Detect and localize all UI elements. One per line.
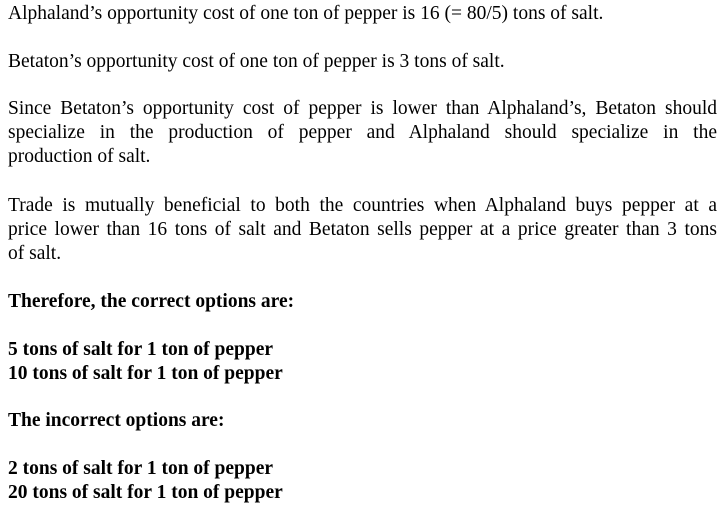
paragraph-line: of salt.: [8, 243, 62, 264]
correct-options-list: [8, 338, 283, 386]
paragraph-trade-benefit: [8, 194, 717, 266]
incorrect-options-list: [8, 457, 283, 505]
paragraph-specialization: [8, 97, 717, 169]
paragraph-betaton-cost: Betaton’s opportunity cost of one ton of pepper is 3 tons of salt.: [8, 51, 505, 72]
incorrect-option-item: 2 tons of salt for 1 ton of pepper: [8, 458, 274, 479]
incorrect-options-heading: The incorrect options are:: [8, 410, 225, 431]
paragraph-line: price lower than 16 tons of salt and Betaton sells pepper at a price greater than 3 tons: [8, 219, 717, 240]
paragraph-line: specialize in the production of pepper and Alphaland should specialize in the: [8, 122, 717, 143]
correct-option-item: 5 tons of salt for 1 ton of pepper: [8, 339, 274, 360]
paragraph-line: Trade is mutually beneficial to both the countries when Alphaland buys pepper at a: [8, 195, 717, 216]
paragraph-line: Since Betaton’s opportunity cost of pepper is lower than Alphaland’s, Betaton should: [8, 98, 717, 119]
paragraph-alphaland-cost: Alphaland’s opportunity cost of one ton of pepper is 16 (= 80/5) tons of salt.: [8, 3, 604, 24]
paragraph-line: production of salt.: [8, 146, 151, 167]
incorrect-option-item: 20 tons of salt for 1 ton of pepper: [8, 482, 283, 503]
correct-option-item: 10 tons of salt for 1 ton of pepper: [8, 363, 283, 384]
correct-options-heading: Therefore, the correct options are:: [8, 291, 295, 312]
